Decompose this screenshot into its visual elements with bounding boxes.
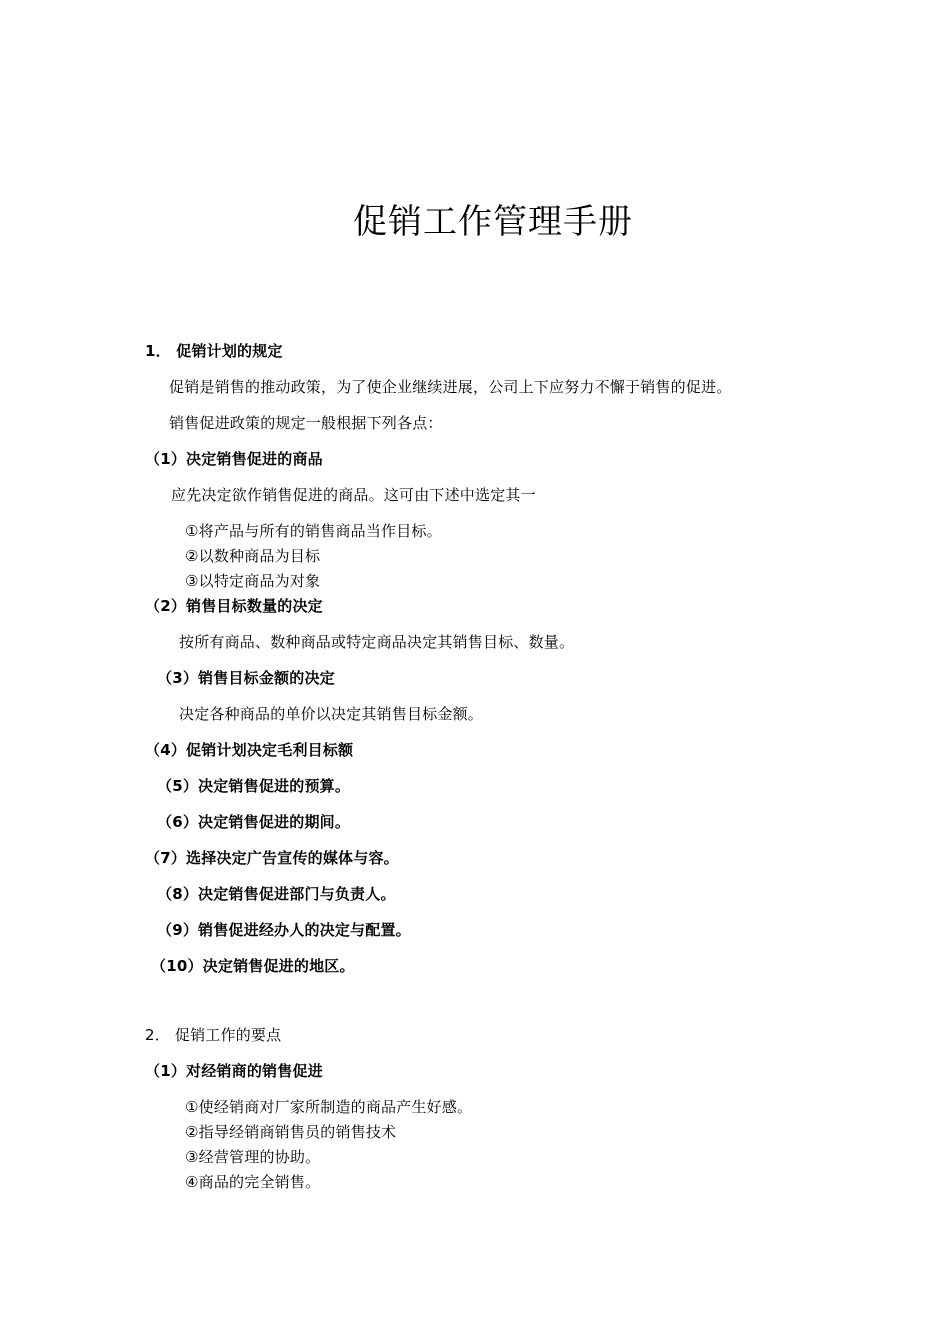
section-1-item-1-heading: （1）决定销售促进的商品 <box>145 450 323 468</box>
section-1-item-6: （6）决定销售促进的期间。 <box>157 813 351 831</box>
section-2-item-1-option-2: ②指导经销商销售员的销售技术 <box>185 1123 397 1141</box>
document-title: 促销工作管理手册 <box>353 202 633 242</box>
section-2-heading: 2． 促销工作的要点 <box>145 1026 282 1044</box>
section-2-item-1-option-3: ③经营管理的协助。 <box>185 1148 321 1166</box>
section-1-item-9: （9）销售促进经办人的决定与配置。 <box>157 921 411 939</box>
section-1-item-2-heading: （2）销售目标数量的决定 <box>145 597 323 615</box>
section-2-item-1-heading: （1）对经销商的销售促进 <box>145 1062 323 1080</box>
section-1-item-8: （8）决定销售促进部门与负责人。 <box>157 885 396 903</box>
section-1-heading: 1． 促销计划的规定 <box>145 342 283 360</box>
section-1-item-1-text: 应先决定欲作销售促进的商品。这可由下述中选定其一 <box>171 486 536 504</box>
section-1-item-1-option-2: ②以数种商品为目标 <box>185 547 321 565</box>
section-1-item-4: （4）促销计划决定毛利目标额 <box>145 741 354 759</box>
section-1-item-2-text: 按所有商品、数种商品或特定商品决定其销售目标、数量。 <box>179 633 575 651</box>
section-1-item-7: （7）选择决定广告宣传的媒体与容。 <box>145 849 399 867</box>
section-1-item-3-heading: （3）销售目标金额的决定 <box>157 669 335 687</box>
section-1-item-5: （5）决定销售促进的预算。 <box>157 777 351 795</box>
section-1-paragraph-1: 促销是销售的推动政策，为了使企业继续进展，公司上下应努力不懈于销售的促进。 <box>169 378 732 396</box>
section-1-item-10: （10）决定销售促进的地区。 <box>151 957 355 975</box>
section-1-item-1-option-1: ①将产品与所有的销售商品当作目标。 <box>185 522 442 540</box>
section-2-item-1-option-1: ①使经销商对厂家所制造的商品产生好感。 <box>185 1098 473 1116</box>
section-1-paragraph-2: 销售促进政策的规定一般根据下列各点： <box>169 414 443 432</box>
section-2-item-1-option-4: ④商品的完全销售。 <box>185 1173 321 1191</box>
section-1-item-3-text: 决定各种商品的单价以决定其销售目标金额。 <box>179 705 484 723</box>
section-1-item-1-option-3: ③以特定商品为对象 <box>185 572 321 590</box>
